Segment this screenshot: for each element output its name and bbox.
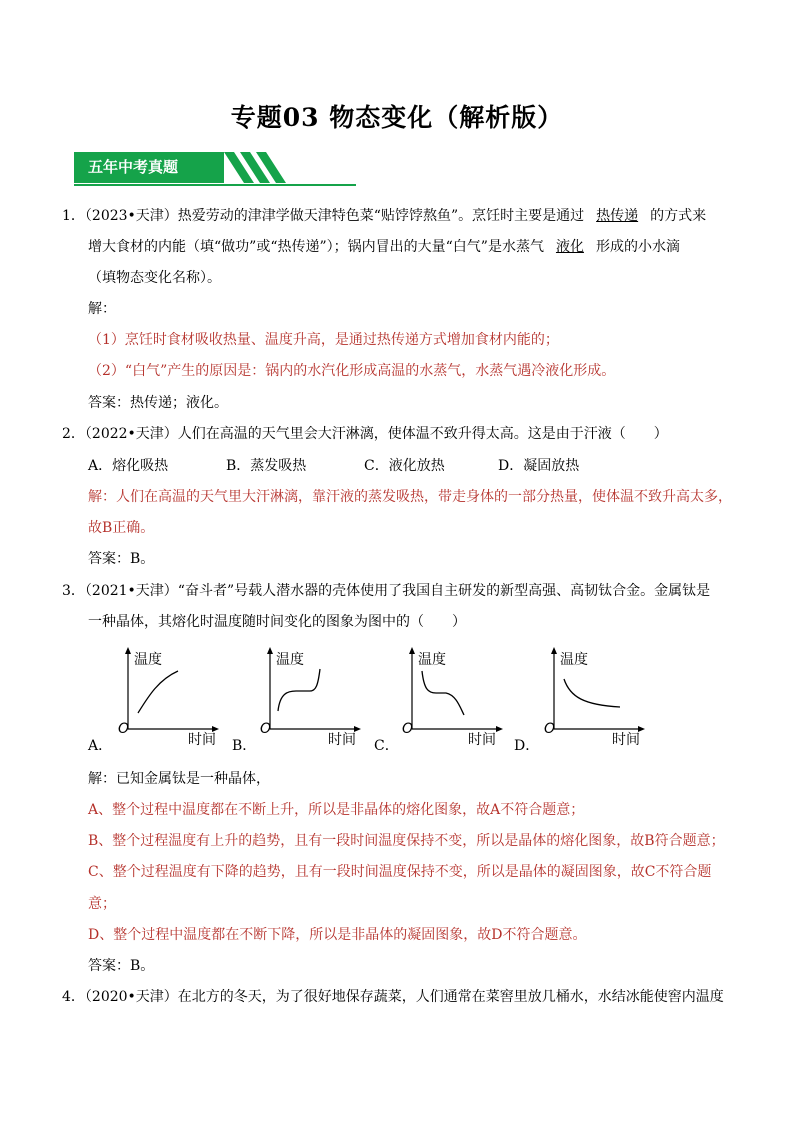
q1-answer: 答案：热传递；液化。 xyxy=(88,395,228,411)
q3-graph-c-ylabel: 温度 xyxy=(418,652,446,668)
q2-stem: 2．（2022•天津）人们在高温的天气里会大汗淋漓，使体温不致升得太高。这是由于汗液（ ） xyxy=(62,426,668,442)
q3-solution-intro: 解：已知金属钛是一种晶体， xyxy=(88,771,270,787)
q3-solution-c-line1: C、整个过程温度有下降的趋势，且有一段时间温度保持不变，所以是晶体的凝固图象，故C不符合题 xyxy=(88,864,712,880)
q3-graph-d-xlabel: 时间 xyxy=(612,732,640,748)
q3-graph-b-option: B． xyxy=(232,738,257,754)
q1-stem-line1: 1．（2023•天津）热爱劳动的津津学做天津特色菜“贴饽饽熬鱼”。烹饪时主要是通过 热传递 的方式来 xyxy=(62,208,707,224)
q3-graph-c xyxy=(394,645,504,750)
q3-graph-d-option: D． xyxy=(514,738,540,754)
q3-graph-b-origin: O xyxy=(260,721,272,737)
q2-option-d: D．凝固放热 xyxy=(498,458,580,474)
q3-graph-b-xlabel: 时间 xyxy=(328,732,356,748)
q2-solution-1: 解：人们在高温的天气里大汗淋漓，靠汗液的蒸发吸热，带走身体的一部分热量，使体温不致升高太多， xyxy=(88,489,732,505)
q4-stem-line1: 4．（2020•天津）在北方的冬天，为了很好地保存蔬菜，人们通常在菜窖里放几桶水，水结冰能使窖内温度 xyxy=(62,989,724,1005)
q2-solution-2: 故B正确。 xyxy=(88,520,155,536)
banner-stripes-decoration xyxy=(224,152,294,183)
q3-stem-line2: 一种晶体，其熔化时温度随时间变化的图象为图中的（ ） xyxy=(88,614,466,630)
q3-graph-a-origin: O xyxy=(118,721,130,737)
q3-stem-line1: 3．（2021•天津）“奋斗者”号载人潜水器的壳体使用了我国自主研发的新型高强、高韧钛合金。金属钛是 xyxy=(62,583,711,599)
q1-stem-line2: 增大食材的内能（填“做功”或“热传递”）；锅内冒出的大量“白气”是水蒸气 液化 形成的小水滴 xyxy=(88,239,680,255)
q2-answer: 答案：B。 xyxy=(88,551,155,567)
q3-solution-d: D、整个过程中温度都在不断下降，所以是非晶体的凝固图象，故D不符合题意。 xyxy=(88,927,587,943)
q2-option-b: B．蒸发吸热 xyxy=(226,458,307,474)
q3-graph-b-ylabel: 温度 xyxy=(276,652,304,668)
banner-underline xyxy=(74,184,356,186)
q3-graph-a xyxy=(110,645,220,750)
q3-graph-c-origin: O xyxy=(402,721,414,737)
q3-graph-a-option: A． xyxy=(88,738,113,754)
q1-solution-1: （1）烹饪时食材吸收热量、温度升高，是通过热传递方式增加食材内能的； xyxy=(88,332,559,348)
q3-graph-d-ylabel: 温度 xyxy=(560,652,588,668)
q3-solution-c-line2: 意； xyxy=(88,896,116,912)
q2-option-c: C．液化放热 xyxy=(364,458,445,474)
q1-solution-label: 解： xyxy=(88,301,116,317)
q2-option-a: A．熔化吸热 xyxy=(88,458,169,474)
q3-solution-b: B、整个过程温度有上升的趋势，且有一段时间温度保持不变，所以是晶体的熔化图象，故B符合题意； xyxy=(88,833,725,849)
q3-graph-a-xlabel: 时间 xyxy=(188,732,216,748)
q3-graph-b xyxy=(252,645,362,750)
q1-stem-line3: （填物态变化名称）。 xyxy=(88,270,221,286)
q1-solution-2: （2）“白气”产生的原因是：锅内的水汽化形成高温的水蒸气，水蒸气遇冷液化形成。 xyxy=(88,363,616,379)
q3-graph-a-ylabel: 温度 xyxy=(134,652,162,668)
section-banner-label: 五年中考真题 xyxy=(74,152,224,183)
q3-graph-c-option: C． xyxy=(374,738,399,754)
q3-answer: 答案：B。 xyxy=(88,958,155,974)
q1-blank-1: 热传递 xyxy=(596,208,639,224)
q3-graph-d xyxy=(536,645,646,750)
page-title: 专题03 物态变化（解析版） xyxy=(230,103,564,132)
q1-blank-2: 液化 xyxy=(555,239,584,255)
q3-graph-d-origin: O xyxy=(544,721,556,737)
section-banner xyxy=(74,152,356,186)
q3-solution-a: A、整个过程中温度都在不断上升，所以是非晶体的熔化图象，故A不符合题意； xyxy=(88,802,585,818)
q3-graph-c-xlabel: 时间 xyxy=(468,732,496,748)
